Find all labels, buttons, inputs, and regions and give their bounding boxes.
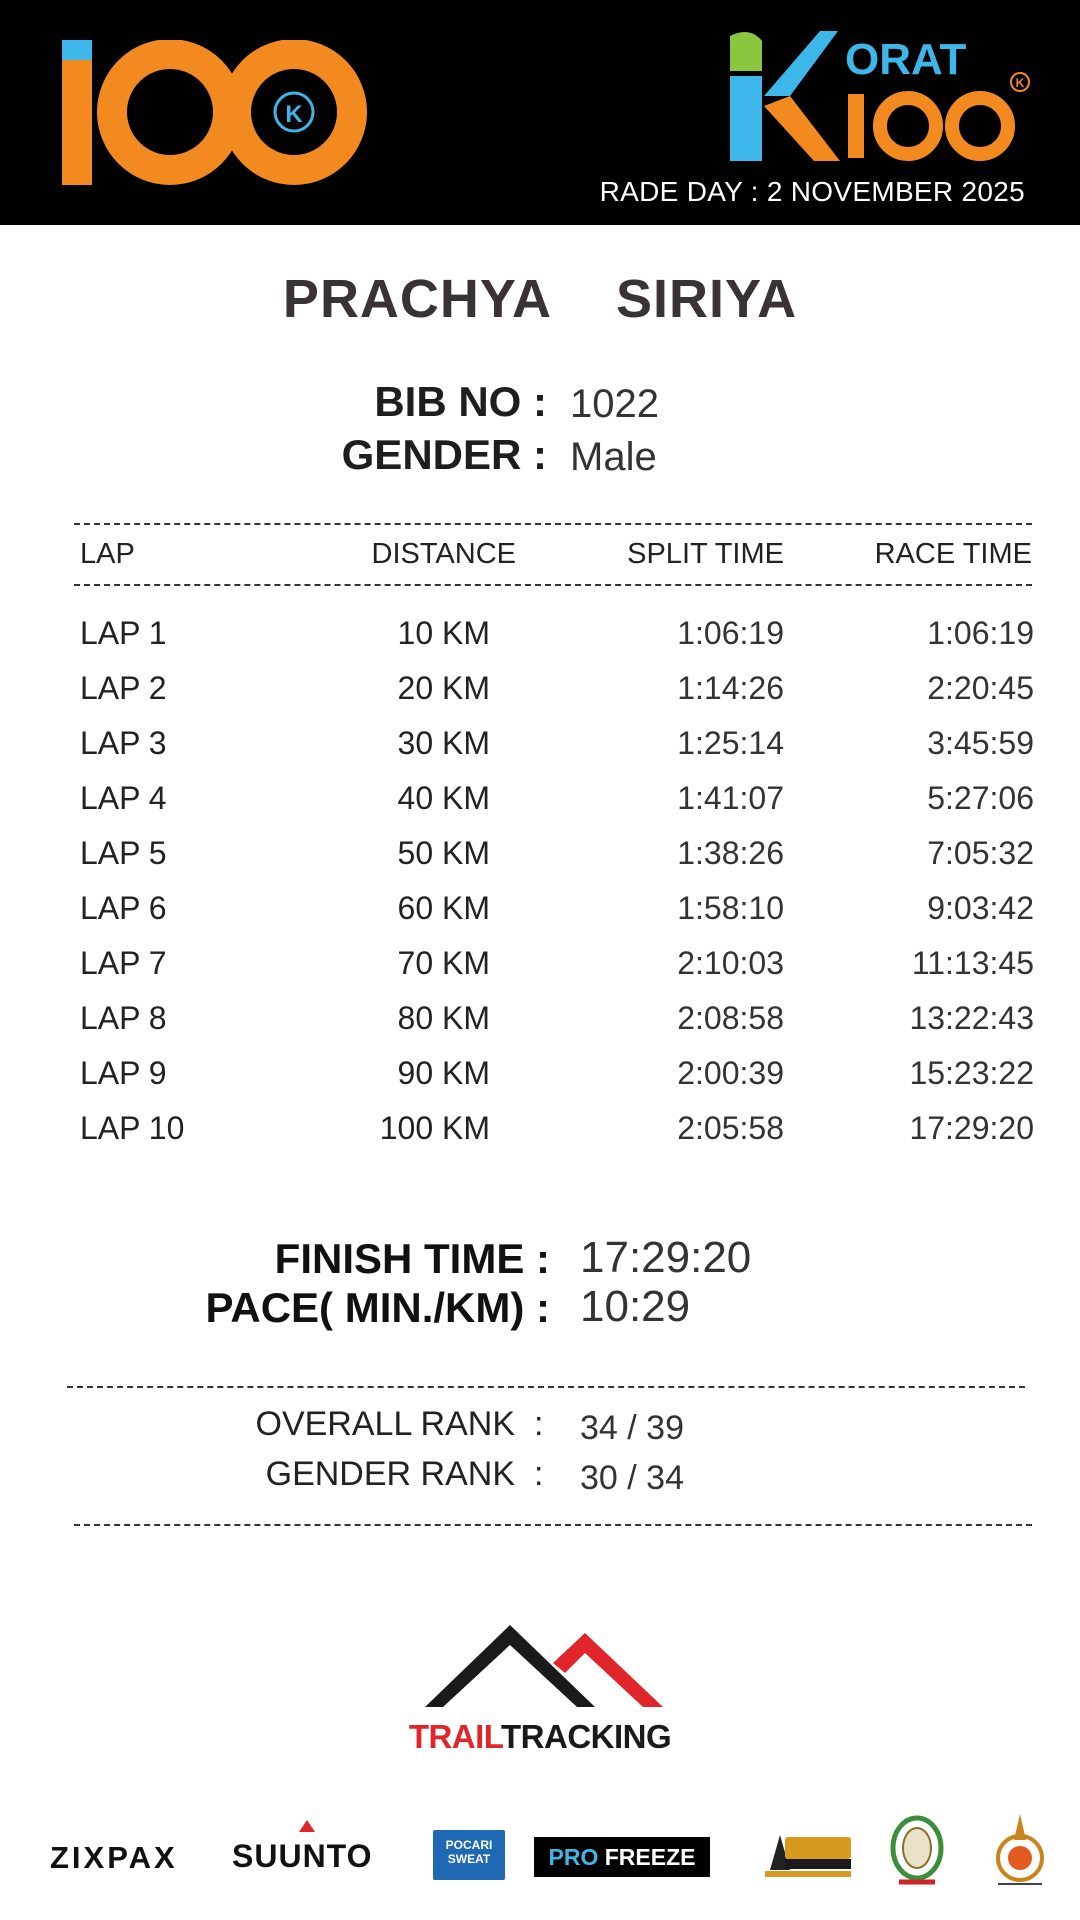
bib-label: BIB NO :: [374, 378, 547, 425]
suunto-logo: SUUNTO: [232, 1838, 373, 1874]
split-time-cell: 1:38:26: [677, 835, 784, 871]
race-time-cell: 3:45:59: [927, 725, 1034, 761]
distance-cell: 100 KM: [379, 1110, 490, 1146]
race-time-cell: 1:06:19: [927, 615, 1034, 651]
table-row: [0, 1055, 1080, 1110]
zixpax-logo: ZIXPAX: [50, 1840, 178, 1875]
distance-cell: 20 KM: [397, 670, 490, 706]
gender-rank-label: GENDER RANK: [265, 1455, 515, 1493]
header-banner: [0, 0, 1080, 225]
overall-rank-colon: :: [534, 1405, 544, 1443]
race-time-cell: 2:20:45: [927, 670, 1034, 706]
trailtracking-wordmark: TRAILTRACKING: [408, 1718, 672, 1755]
split-time-cell: 2:00:39: [677, 1055, 784, 1091]
distance-cell: 60 KM: [397, 890, 490, 926]
pace-label: PACE( MIN./KM) :: [205, 1284, 550, 1331]
overall-rank-value: 34 / 39: [580, 1409, 684, 1447]
table-row: [0, 670, 1080, 725]
gender-row: [0, 431, 1080, 483]
table-row: [0, 725, 1080, 780]
split-time-cell: 2:10:03: [677, 945, 784, 981]
split-time-cell: 1:41:07: [677, 780, 784, 816]
svg-text:K: K: [285, 101, 303, 128]
divider: [74, 584, 1032, 586]
municipality-seal-icon: [990, 1810, 1050, 1890]
gender-rank-value: 30 / 34: [580, 1459, 684, 1497]
bib-row: [0, 378, 1080, 430]
pace-value: 10:29: [580, 1282, 691, 1331]
nakhon-ratchasima-sports-city-logo: [760, 1825, 855, 1880]
lap-cell: LAP 5: [80, 835, 167, 871]
pocari-sweat-logo: POCARI SWEAT: [433, 1830, 505, 1880]
header-split-time: SPLIT TIME: [627, 538, 784, 570]
table-row: [0, 780, 1080, 835]
race-time-cell: 17:29:20: [909, 1110, 1034, 1146]
table-row: [0, 835, 1080, 890]
distance-cell: 50 KM: [397, 835, 490, 871]
pro-freeze-logo: PRO FREEZE: [534, 1837, 710, 1877]
split-time-cell: 2:05:58: [677, 1110, 784, 1146]
table-row: [0, 945, 1080, 1000]
svg-text:ORAT: ORAT: [845, 35, 967, 84]
split-time-cell: 1:58:10: [677, 890, 784, 926]
gender-value: Male: [570, 435, 657, 479]
race-time-cell: 15:23:22: [909, 1055, 1034, 1091]
distance-cell: 40 KM: [397, 780, 490, 816]
divider: [74, 523, 1032, 525]
divider: [74, 1524, 1032, 1526]
race-day-text: RADE DAY : 2 NOVEMBER 2025: [599, 176, 1025, 207]
distance-cell: 80 KM: [397, 1000, 490, 1036]
suunto-triangle-icon: [299, 1820, 315, 1832]
lap-cell: LAP 2: [80, 670, 167, 706]
korat-100-logo: [730, 26, 1040, 161]
lap-cell: LAP 8: [80, 1000, 167, 1036]
header-race-time: RACE TIME: [874, 538, 1032, 570]
lap-cell: LAP 10: [80, 1110, 185, 1146]
overall-rank-label: OVERALL RANK: [255, 1405, 515, 1443]
gender-rank-colon: :: [534, 1455, 544, 1493]
svg-text:K: K: [1015, 76, 1025, 90]
distance-cell: 90 KM: [397, 1055, 490, 1091]
lap-cell: LAP 6: [80, 890, 167, 926]
lap-cell: LAP 1: [80, 615, 167, 651]
split-time-cell: 1:06:19: [677, 615, 784, 651]
divider: [67, 1386, 1025, 1388]
bib-value: 1022: [570, 382, 659, 426]
split-time-cell: 1:25:14: [677, 725, 784, 761]
province-seal-icon: [885, 1812, 949, 1890]
lap-cell: LAP 4: [80, 780, 167, 816]
finish-time-value: 17:29:20: [580, 1233, 752, 1282]
distance-cell: 10 KM: [397, 615, 490, 651]
race-time-cell: 11:13:45: [911, 945, 1034, 981]
lap-cell: LAP 7: [80, 945, 167, 981]
race-time-cell: 13:22:43: [909, 1000, 1034, 1036]
race-time-cell: 7:05:32: [927, 835, 1034, 871]
header-lap: LAP: [80, 538, 135, 570]
table-row: [0, 890, 1080, 945]
lap-cell: LAP 9: [80, 1055, 167, 1091]
gender-label: GENDER :: [341, 431, 547, 478]
table-row: [0, 1000, 1080, 1055]
split-time-cell: 2:08:58: [677, 1000, 784, 1036]
event-100k-logo: [62, 40, 372, 185]
runner-name: PRACHYA SIRIYA: [282, 269, 798, 329]
finish-time-label: FINISH TIME :: [274, 1235, 550, 1282]
header-distance: DISTANCE: [371, 538, 516, 570]
lap-cell: LAP 3: [80, 725, 167, 761]
race-time-cell: 9:03:42: [927, 890, 1034, 926]
table-row: [0, 1110, 1080, 1165]
table-row: [0, 615, 1080, 670]
race-time-cell: 5:27:06: [927, 780, 1034, 816]
distance-cell: 70 KM: [397, 945, 490, 981]
split-time-cell: 1:14:26: [677, 670, 784, 706]
distance-cell: 30 KM: [397, 725, 490, 761]
